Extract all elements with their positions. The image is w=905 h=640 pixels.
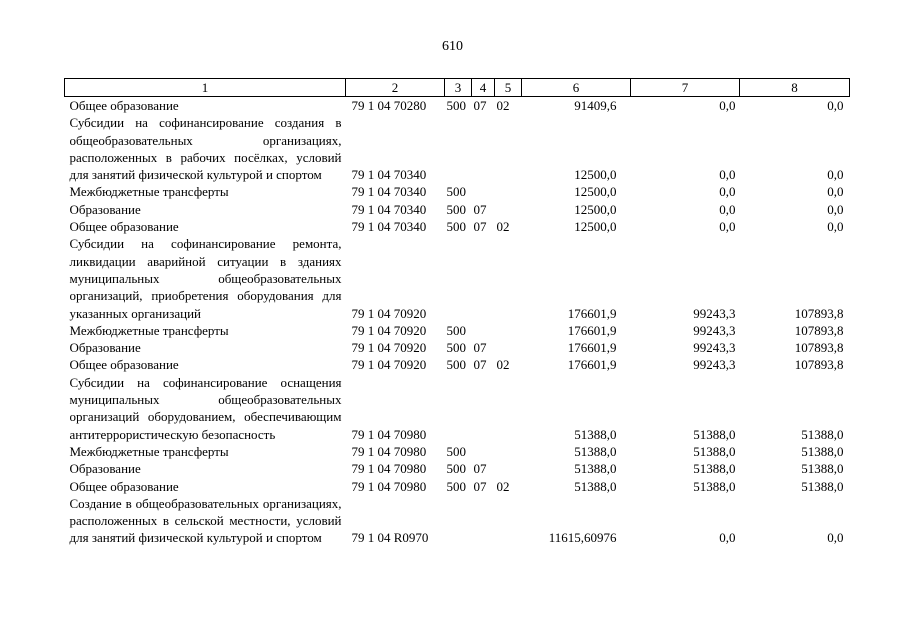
row-col3-cell bbox=[445, 495, 472, 547]
row-col3-cell: 500 bbox=[446, 357, 466, 373]
row-name-cell: Межбюджетные трансферты bbox=[69, 443, 229, 459]
row-col8-cell: 51388,0 bbox=[801, 478, 844, 494]
row-col7-cell: 99243,3 bbox=[693, 357, 736, 373]
row-col8-cell: 51388,0 bbox=[801, 443, 844, 459]
header-col-8: 8 bbox=[740, 79, 850, 97]
row-col6-cell: 176601,9 bbox=[567, 322, 617, 338]
row-name-cell: Межбюджетные трансферты bbox=[69, 184, 229, 200]
row-name-cell: Общее образование bbox=[69, 219, 179, 235]
row-col4-cell: 07 bbox=[473, 201, 487, 217]
row-code-cell: 79 1 04 70980 bbox=[351, 461, 427, 477]
row-col6-cell: 12500,0 bbox=[574, 167, 617, 183]
row-col3-cell: 500 bbox=[446, 219, 466, 235]
row-col5-cell bbox=[495, 374, 522, 443]
table-row bbox=[65, 495, 850, 547]
table-row bbox=[65, 460, 850, 477]
row-col8-cell: 107893,8 bbox=[794, 357, 844, 373]
row-col8-cell: 0,0 bbox=[827, 98, 844, 113]
row-col6-cell: 51388,0 bbox=[574, 461, 617, 477]
row-col7-cell: 51388,0 bbox=[693, 443, 736, 459]
row-col5-cell: 02 bbox=[496, 357, 510, 373]
row-col4-cell: 07 bbox=[473, 478, 487, 494]
row-col6-cell: 51388,0 bbox=[574, 443, 617, 459]
row-col3-cell bbox=[445, 114, 472, 183]
row-name-cell: Образование bbox=[69, 340, 141, 356]
row-code-cell: 79 1 04 70980 bbox=[351, 478, 427, 494]
row-name-cell: Субсидии на софинансирование оснащения муниципальных общеобразовательных организаций оборудованием, обеспечивающим антитеррористическую безопасность bbox=[69, 374, 342, 442]
row-col3-cell: 500 bbox=[446, 98, 466, 113]
row-code-cell: 79 1 04 70980 bbox=[351, 426, 427, 442]
table-row bbox=[65, 235, 850, 321]
table-body bbox=[65, 97, 850, 547]
row-col8-cell: 0,0 bbox=[827, 167, 844, 183]
row-col3-cell: 500 bbox=[446, 322, 466, 338]
row-col6-cell: 12500,0 bbox=[574, 201, 617, 217]
row-col6-cell: 11615,60976 bbox=[548, 530, 617, 546]
row-col7-cell: 0,0 bbox=[719, 530, 736, 546]
row-col4-cell: 07 bbox=[473, 461, 487, 477]
row-col7-cell: 0,0 bbox=[719, 219, 736, 235]
row-col3-cell: 500 bbox=[446, 443, 466, 459]
header-row bbox=[65, 79, 850, 97]
row-name-cell: Образование bbox=[69, 201, 141, 217]
row-col4-cell bbox=[472, 322, 495, 339]
header-col-6: 6 bbox=[522, 79, 631, 97]
row-col6-cell: 12500,0 bbox=[574, 184, 617, 200]
row-col6-cell: 91409,6 bbox=[574, 98, 617, 113]
row-col7-cell: 0,0 bbox=[719, 201, 736, 217]
table-row bbox=[65, 218, 850, 235]
row-col8-cell: 51388,0 bbox=[801, 461, 844, 477]
row-col5-cell: 02 bbox=[496, 478, 510, 494]
row-col8-cell: 0,0 bbox=[827, 184, 844, 200]
row-col8-cell: 51388,0 bbox=[801, 426, 844, 442]
row-col3-cell: 500 bbox=[446, 478, 466, 494]
row-col4-cell bbox=[472, 443, 495, 460]
row-col5-cell: 02 bbox=[496, 219, 510, 235]
row-col4-cell bbox=[472, 114, 495, 183]
table-row bbox=[65, 356, 850, 373]
row-col5-cell bbox=[495, 443, 522, 460]
row-col5-cell bbox=[495, 183, 522, 200]
row-col3-cell bbox=[445, 374, 472, 443]
row-col4-cell: 07 bbox=[473, 98, 487, 113]
row-code-cell: 79 1 04 70340 bbox=[351, 201, 427, 217]
row-code-cell: 79 1 04 70920 bbox=[351, 340, 427, 356]
row-col7-cell: 0,0 bbox=[719, 98, 736, 113]
row-col6-cell: 51388,0 bbox=[574, 478, 617, 494]
row-col6-cell: 51388,0 bbox=[574, 426, 617, 442]
row-col7-cell: 0,0 bbox=[719, 184, 736, 200]
row-code-cell: 79 1 04 70920 bbox=[351, 305, 427, 321]
row-col8-cell: 107893,8 bbox=[794, 305, 844, 321]
page-number: 610 bbox=[442, 39, 463, 54]
row-col8-cell: 0,0 bbox=[827, 219, 844, 235]
row-col8-cell: 107893,8 bbox=[794, 340, 844, 356]
row-code-cell: 79 1 04 R0970 bbox=[351, 530, 429, 546]
row-name-cell: Субсидии на софинансирование создания в общеобразовательных организациях, расположенных в рабочих посёлках, условий для занятий физической культурой и спортом bbox=[69, 115, 342, 183]
header-col-1: 1 bbox=[65, 79, 346, 97]
table-row bbox=[65, 114, 850, 183]
row-col3-cell: 500 bbox=[446, 201, 466, 217]
header-col-4: 4 bbox=[472, 79, 495, 97]
row-col7-cell: 99243,3 bbox=[693, 305, 736, 321]
row-col6-cell: 176601,9 bbox=[567, 305, 617, 321]
row-col8-cell: 0,0 bbox=[827, 530, 844, 546]
row-col5-cell: 02 bbox=[496, 98, 510, 113]
row-code-cell: 79 1 04 70920 bbox=[351, 322, 427, 338]
row-col3-cell: 500 bbox=[446, 340, 466, 356]
row-col4-cell: 07 bbox=[473, 357, 487, 373]
header-col-3: 3 bbox=[445, 79, 472, 97]
row-name-cell: Общее образование bbox=[69, 98, 179, 113]
table-row bbox=[65, 183, 850, 200]
row-col7-cell: 99243,3 bbox=[693, 340, 736, 356]
table-row bbox=[65, 374, 850, 443]
row-col4-cell bbox=[472, 495, 495, 547]
row-col7-cell: 99243,3 bbox=[693, 322, 736, 338]
table-row bbox=[65, 97, 850, 115]
row-col7-cell: 51388,0 bbox=[693, 461, 736, 477]
table-row bbox=[65, 339, 850, 356]
header-col-5: 5 bbox=[495, 79, 522, 97]
row-col7-cell: 0,0 bbox=[719, 167, 736, 183]
table-row bbox=[65, 322, 850, 339]
table-row bbox=[65, 478, 850, 495]
row-col6-cell: 12500,0 bbox=[574, 219, 617, 235]
row-col6-cell: 176601,9 bbox=[567, 357, 617, 373]
row-col7-cell: 51388,0 bbox=[693, 426, 736, 442]
row-col5-cell bbox=[495, 339, 522, 356]
row-code-cell: 79 1 04 70980 bbox=[351, 443, 427, 459]
row-col4-cell bbox=[472, 183, 495, 200]
row-code-cell: 79 1 04 70340 bbox=[351, 184, 427, 200]
row-col3-cell: 500 bbox=[446, 461, 466, 477]
row-col5-cell bbox=[495, 322, 522, 339]
row-name-cell: Создание в общеобразовательных организациях, расположенных в сельской местности, условий для занятий физической культурой и спортом bbox=[69, 495, 342, 546]
row-col4-cell bbox=[472, 374, 495, 443]
row-col7-cell: 51388,0 bbox=[693, 478, 736, 494]
header-col-7: 7 bbox=[631, 79, 740, 97]
row-name-cell: Межбюджетные трансферты bbox=[69, 322, 229, 338]
row-name-cell: Субсидии на софинансирование ремонта, ликвидации аварийной ситуации в зданиях муниципальных общеобразовательных организаций, приобретения оборудования для указанных организаций bbox=[69, 236, 342, 321]
row-col6-cell: 176601,9 bbox=[567, 340, 617, 356]
row-code-cell: 79 1 04 70280 bbox=[351, 98, 427, 113]
row-col3-cell bbox=[445, 235, 472, 321]
row-col5-cell bbox=[495, 114, 522, 183]
row-col5-cell bbox=[495, 460, 522, 477]
table-header bbox=[65, 79, 850, 97]
row-col4-cell bbox=[472, 235, 495, 321]
row-col5-cell bbox=[495, 201, 522, 218]
row-col5-cell bbox=[495, 495, 522, 547]
row-col3-cell: 500 bbox=[446, 184, 466, 200]
row-col8-cell: 0,0 bbox=[827, 201, 844, 217]
row-name-cell: Образование bbox=[69, 461, 141, 477]
table-row bbox=[65, 201, 850, 218]
row-col5-cell bbox=[495, 235, 522, 321]
row-name-cell: Общее образование bbox=[69, 357, 179, 373]
row-col8-cell: 107893,8 bbox=[794, 322, 844, 338]
row-col4-cell: 07 bbox=[473, 340, 487, 356]
header-col-2: 2 bbox=[346, 79, 445, 97]
table-row bbox=[65, 443, 850, 460]
row-col4-cell: 07 bbox=[473, 219, 487, 235]
budget-table bbox=[64, 78, 850, 547]
row-code-cell: 79 1 04 70340 bbox=[351, 219, 427, 235]
row-code-cell: 79 1 04 70920 bbox=[351, 357, 427, 373]
row-name-cell: Общее образование bbox=[69, 478, 179, 494]
row-code-cell: 79 1 04 70340 bbox=[351, 167, 427, 183]
